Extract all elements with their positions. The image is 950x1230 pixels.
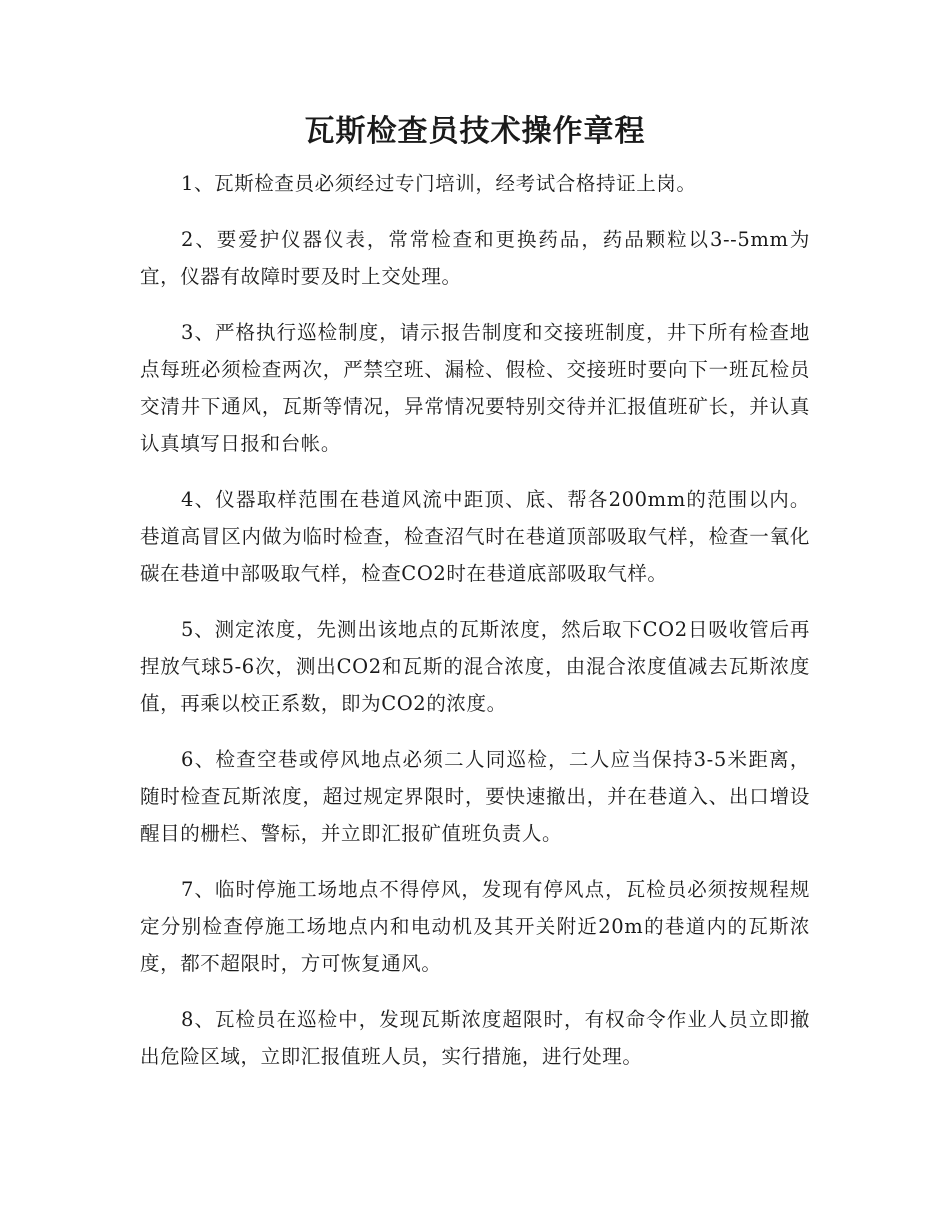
paragraph-8: 8、瓦检员在巡检中，发现瓦斯浓度超限时，有权命令作业人员立即撤出危险区域，立即汇报值班人员，实行措施，进行处理。 — [140, 1008, 810, 1068]
paragraph-6: 6、检查空巷或停风地点必须二人同巡检，二人应当保持3-5米距离，随时检查瓦斯浓度，超过规定界限时，要快速撤出，并在巷道入、出口增设醒目的栅栏、警标，并立即汇报矿值班负责人。 — [140, 748, 810, 845]
paragraph-2: 2、要爱护仪器仪表，常常检查和更换药品，药品颗粒以3--5mm为宜，仪器有故障时要及时上交处理。 — [140, 228, 810, 288]
paragraph-4: 4、仪器取样范围在巷道风流中距顶、底、帮各200mm的范围以内。巷道高冒区内做为临时检查，检查沼气时在巷道顶部吸取气样，检查一氧化碳在巷道中部吸取气样，检查CO2时在巷道底部吸取气样。 — [140, 488, 810, 585]
paragraph-5: 5、测定浓度，先测出该地点的瓦斯浓度，然后取下CO2日吸收管后再捏放气球5-6次，测出CO2和瓦斯的混合浓度，由混合浓度值减去瓦斯浓度值，再乘以校正系数，即为CO2的浓度。 — [140, 618, 810, 715]
document-body — [140, 165, 810, 1094]
paragraph-1: 1、瓦斯检查员必须经过专门培训，经考试合格持证上岗。 — [181, 172, 697, 195]
document-title: 瓦斯检查员技术操作章程 — [304, 114, 646, 149]
paragraph-3: 3、严格执行巡检制度，请示报告制度和交接班制度，井下所有检查地点每班必须检查两次，严禁空班、漏检、假检、交接班时要向下一班瓦检员交清井下通风，瓦斯等情况，异常情况要特别交待并汇报值班矿长，并认真认真填写日报和台帐。 — [140, 321, 810, 455]
paragraph-7: 7、临时停施工场地点不得停风，发现有停风点，瓦检员必须按规程规定分别检查停施工场地点内和电动机及其开关附近20m的巷道内的瓦斯浓度，都不超限时，方可恢复通风。 — [140, 878, 810, 975]
